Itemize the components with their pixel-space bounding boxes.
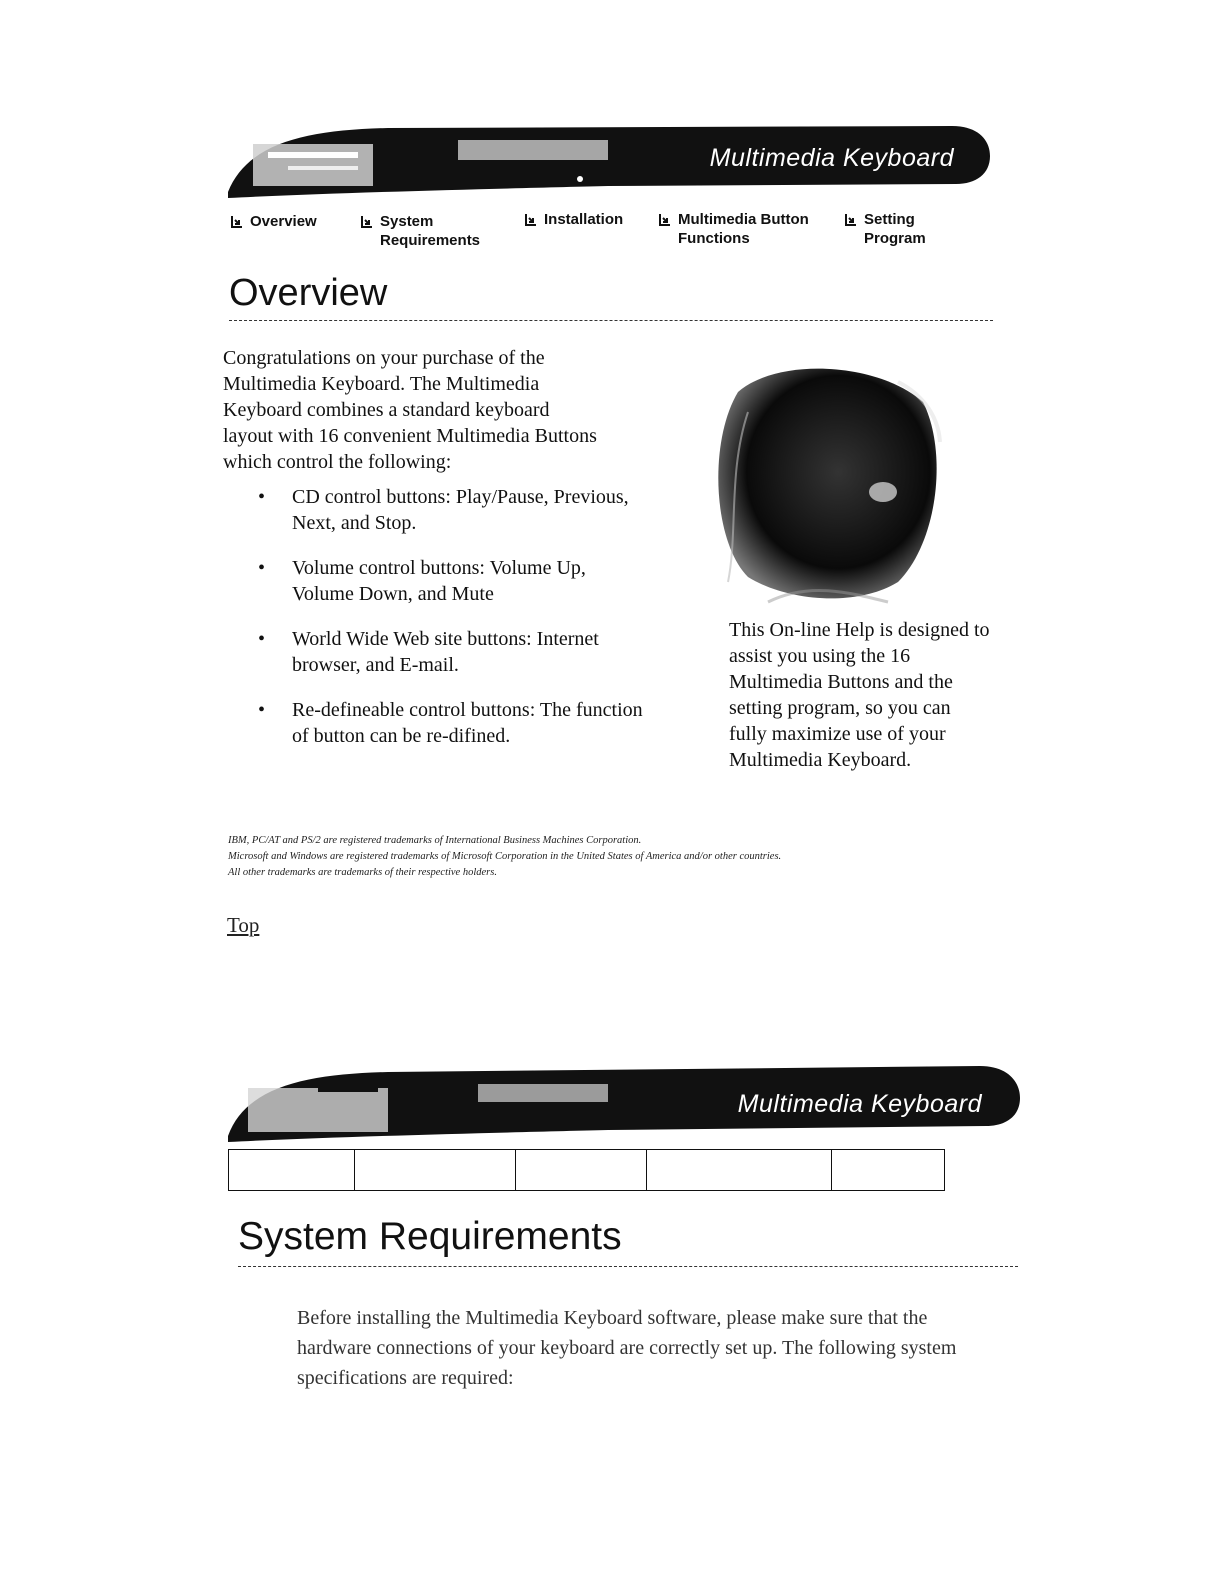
bullet-icon: • — [258, 699, 266, 721]
trademark-line: Microsoft and Windows are registered trademarks of Microsoft Corporation in the United States of America and/or other countries. — [228, 851, 782, 862]
bullet-icon: • — [258, 557, 266, 579]
arrow-icon — [360, 215, 374, 229]
bullet-icon: • — [258, 486, 266, 508]
nav-overview[interactable] — [230, 212, 317, 231]
nav-cell — [355, 1150, 516, 1191]
heading-divider — [238, 1266, 1018, 1267]
list-item — [258, 626, 648, 678]
top-link[interactable]: Top — [227, 913, 260, 937]
nav-system-requirements[interactable] — [360, 212, 480, 250]
nav-cell — [647, 1150, 832, 1191]
nav-placeholder-table — [228, 1149, 945, 1191]
list-item — [258, 484, 648, 536]
nav-multimedia-button-functions[interactable] — [658, 210, 809, 248]
heading-divider — [229, 320, 993, 321]
nav-setting-program[interactable] — [844, 210, 926, 248]
system-requirements-heading: System Requirements — [238, 1215, 622, 1258]
arrow-icon — [844, 213, 858, 227]
nav-overview-label: Overview — [250, 213, 317, 230]
main-nav — [230, 210, 970, 254]
overview-heading: Overview — [229, 272, 388, 314]
nav-cell — [229, 1150, 355, 1191]
arrow-icon — [658, 213, 672, 227]
bullet-icon: • — [258, 628, 266, 650]
feature-text: CD control buttons: Play/Pause, Previous, Next, and Stop. — [292, 486, 629, 534]
list-item — [258, 697, 648, 749]
help-caption: This On-line Help is designed to assist you using the 16 Multimedia Buttons and the setting program, so you can fully maximize use of your Multimedia Keyboard. — [729, 619, 990, 771]
feature-text: Re-defineable control buttons: The function of button can be re-difined. — [292, 699, 643, 747]
keyboard-photo — [708, 352, 944, 610]
nav-multimedia-button-functions-label: Multimedia Button Functions — [678, 211, 809, 247]
nav-system-requirements-label: System Requirements — [380, 213, 481, 249]
arrow-icon — [230, 215, 244, 229]
nav-cell — [832, 1150, 945, 1191]
nav-cell — [516, 1150, 647, 1191]
system-requirements-intro: Before installing the Multimedia Keyboard software, please make sure that the hardware connections of your keyboard are correctly set up. The following system specifications are required: — [297, 1307, 957, 1389]
list-item — [258, 555, 648, 607]
trademark-notice — [228, 833, 988, 881]
feature-text: World Wide Web site buttons: Internet browser, and E-mail. — [292, 628, 599, 676]
feature-text: Volume control buttons: Volume Up, Volume Down, and Mute — [292, 557, 586, 605]
header-banner — [228, 1064, 1020, 1144]
trademark-line: IBM, PC/AT and PS/2 are registered trademarks of International Business Machines Corporation. — [228, 835, 642, 846]
header-banner — [228, 122, 990, 202]
nav-installation[interactable] — [524, 210, 623, 229]
banner-title: Multimedia Keyboard — [709, 144, 954, 172]
nav-setting-program-label: Setting Program — [864, 211, 926, 247]
banner-title: Multimedia Keyboard — [737, 1090, 982, 1118]
overview-intro: Congratulations on your purchase of the Multimedia Keyboard. The Multimedia Keyboard combines a standard keyboard layout with 16 convenient Multimedia Buttons which control the following: — [223, 347, 597, 473]
feature-list — [258, 484, 648, 768]
arrow-icon — [524, 213, 538, 227]
trademark-line: All other trademarks are trademarks of their respective holders. — [228, 867, 497, 878]
nav-installation-label: Installation — [544, 211, 624, 228]
